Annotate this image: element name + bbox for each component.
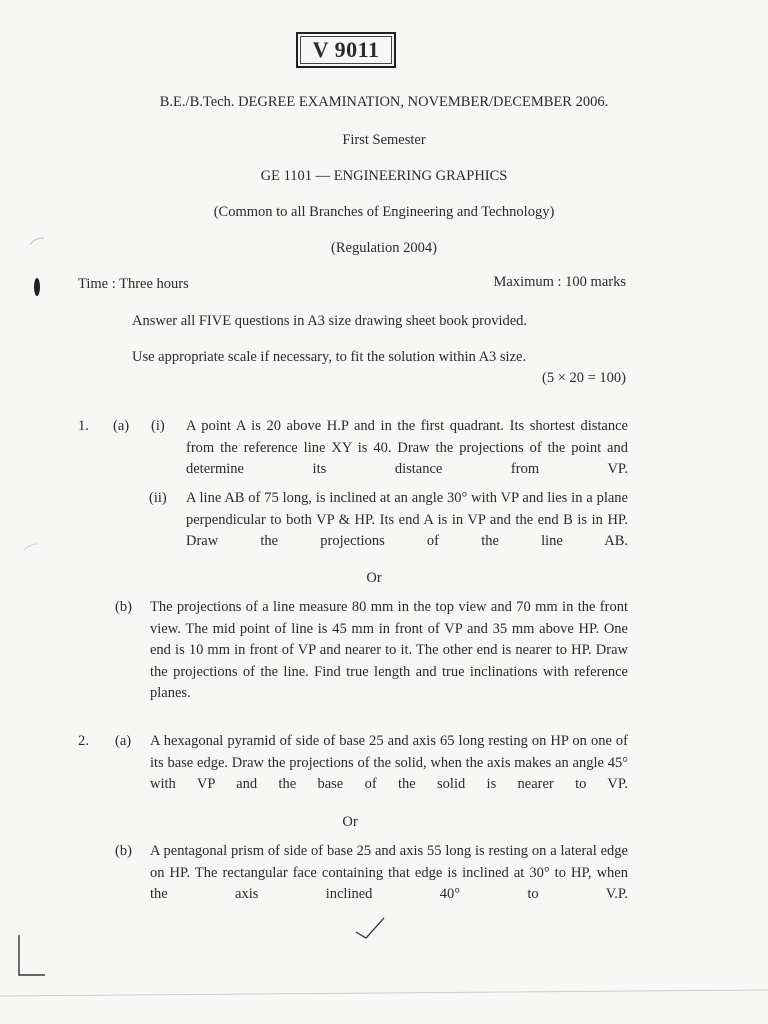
question-1b-label: (b) xyxy=(115,599,132,615)
instruction-2: Use appropriate scale if necessary, to fit the solution within A3 size. xyxy=(132,349,527,365)
max-marks-label: Maximum : 100 marks xyxy=(493,274,626,290)
paper-code: V 9011 xyxy=(312,37,380,62)
corner-mark xyxy=(19,935,45,975)
question-1a-i-label: (i) xyxy=(151,418,165,434)
question-2b-label: (b) xyxy=(115,843,132,859)
question-2-number: 2. xyxy=(78,733,89,749)
check-mark-icon xyxy=(356,918,384,938)
scan-smudge xyxy=(24,544,38,550)
question-1b-text: The projections of a line measure 80 mm in the top view and 70 mm in the front view. The mid point of line is 45 mm in front of VP and 35 mm above HP. One end is 10 mm in front of VP and nearer to it. The other end is nearer to HP. Draw the projections of the line. Find true length and true inclinations with reference planes. xyxy=(150,599,628,701)
semester-label: First Semester xyxy=(342,132,426,148)
question-2a-text: A hexagonal pyramid of side of base 25 and axis 65 long resting on HP on one of its base edge. Draw the projections of the solid, when the axis makes an angle 45° with VP and the base of the solid is nearer to VP. xyxy=(150,733,628,792)
question-2a-label: (a) xyxy=(115,733,132,749)
marks-formula: (5 × 20 = 100) xyxy=(541,370,626,386)
regulation-note: (Regulation 2004) xyxy=(331,240,437,256)
question-2b-text: A pentagonal prism of side of base 25 and axis 55 long is resting on a lateral edge on HP. The rectangular face containing that edge is inclined at 30° to HP, when the axis inclined 40° to V.P. xyxy=(150,843,628,902)
exam-title: B.E./B.Tech. DEGREE EXAMINATION, NOVEMBER/DECEMBER 2006. xyxy=(159,94,609,110)
page-edge-line xyxy=(0,990,768,996)
common-note: (Common to all Branches of Engineering and Technology) xyxy=(213,204,555,220)
question-1-number: 1. xyxy=(78,418,89,434)
question-1a-label: (a) xyxy=(113,418,130,434)
scan-smudge xyxy=(30,238,44,245)
question-1a-i-text: A point A is 20 above H.P and in the first quadrant. Its shortest distance from the reference line XY is 40. Draw the projections of the point and determine its distance from VP. xyxy=(186,418,628,477)
subject-title: GE 1101 — ENGINEERING GRAPHICS xyxy=(260,168,508,184)
instruction-1: Answer all FIVE questions in A3 size drawing sheet book provided. xyxy=(132,313,528,329)
question-1a-ii-label: (ii) xyxy=(149,490,167,506)
or-divider-2: Or xyxy=(342,814,358,830)
question-1a-ii-text: A line AB of 75 long, is inclined at an angle 30° with VP and lies in a plane perpendicular to both VP & HP. Its end A is in VP and the end B is in HP. Draw the projections of the line AB. xyxy=(186,490,628,549)
time-label: Time : Three hours xyxy=(78,276,189,292)
or-divider-1: Or xyxy=(366,570,382,586)
punch-hole-mark xyxy=(34,278,40,296)
